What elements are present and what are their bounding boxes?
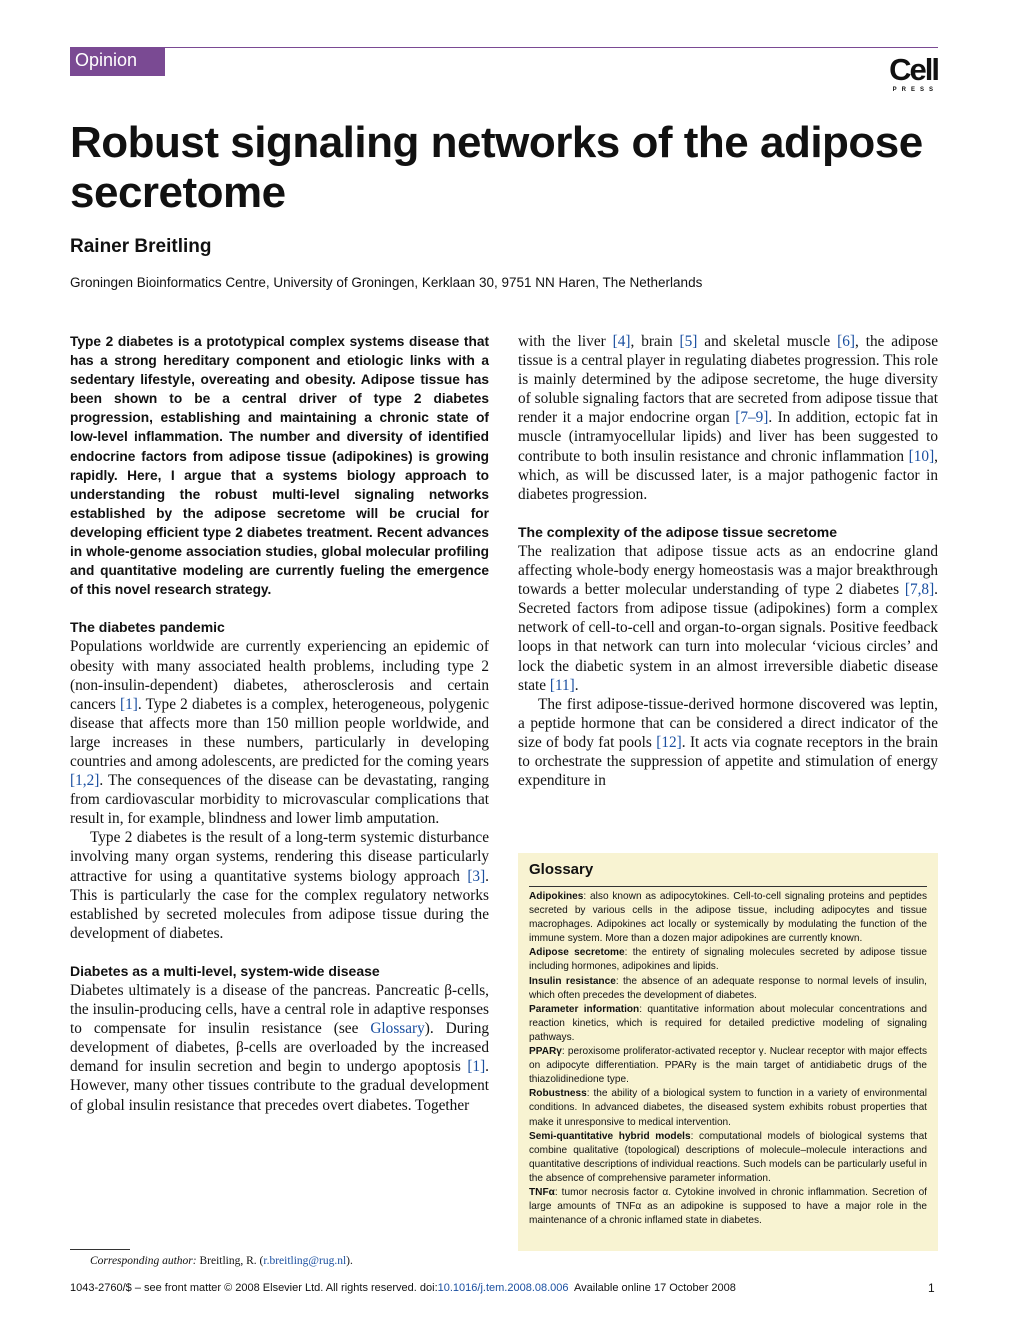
- glossary-rule: [529, 886, 927, 887]
- glossary-entry: PPARγ: peroxisome proliferator-activated receptor γ. Nuclear receptor with major effects on adipocyte differentiation. PPARγ is the main target of antidiabetic drugs of the thiazolidinedione type.: [529, 1046, 927, 1086]
- paragraph: Diabetes ultimately is a disease of the pancreas. Pancreatic β-cells, the insulin-producing cells, have a central role in adaptive responses to compensate for insulin resistance (see Glossary). During development of diabetes, β-cells are overloaded by the increased demand for insulin secretion and begin to undergo apoptosis [1]. However, many other tissues contribute to the gradual development of global insulin resistance that precedes overt diabetes. Together: [70, 982, 489, 1114]
- citation-link[interactable]: [11]: [549, 676, 575, 694]
- section-heading: The complexity of the adipose tissue secretome: [518, 523, 837, 540]
- glossary-title: Glossary: [529, 861, 594, 878]
- email-link[interactable]: r.breitling@rug.nl: [263, 1255, 347, 1267]
- glossary-link[interactable]: Glossary: [370, 1020, 425, 1038]
- right-column: [518, 332, 938, 790]
- paragraph: Populations worldwide are currently experiencing an epidemic of obesity with many associated health problems, including type 2 (non-insulin-dependent) diabetes, atherosclerosis and certain cancers [1]. Type 2 diabetes is a complex, heterogeneous, polygenic disease that affects more than 150 million people worldwide, and large increases in these numbers, particularly in developing countries and among adolescents, are predicted for the coming years [1,2]. The consequences of the disease can be devastating, ranging from cardiovascular morbidity to microvascular complications that result in, for example, blindness and lower limb amputation.: [70, 638, 489, 828]
- section-heading: The diabetes pandemic: [70, 619, 225, 636]
- doi-link[interactable]: 10.1016/j.tem.2008.08.006: [437, 1282, 569, 1294]
- left-column: [70, 332, 489, 1115]
- page-number: 1: [928, 1281, 935, 1295]
- footnote-rule: [70, 1249, 130, 1250]
- citation-link[interactable]: [6]: [837, 333, 855, 350]
- paragraph: The realization that adipose tissue acts as an endocrine gland affecting whole-body energy homeostasis was a major breakthrough towards a better molecular understanding of type 2 diabetes [7,8]. Secreted factors from adipose tissue (adipokines) form a complex network of cell-to-cell and organ-to-organ signals. Positive feedback loops in that network can turn into molecular ‘vicious circles’ and lock the diabetic system in an almost irreversible diabetic disease state [11].: [518, 542, 938, 694]
- citation-link[interactable]: [7–9]: [735, 409, 769, 427]
- glossary-entry: Adipokines: also known as adipocytokines. Cell-to-cell signaling proteins and peptides secreted by various cells in the adipose tissue, including adipocytes and tissue macrophages. Adipokines act locally or systemically by modulating the function of the immune system. More than a dozen major adipokines are currently known.: [529, 891, 927, 945]
- glossary-box: [518, 853, 938, 1251]
- glossary-entry: TNFα: tumor necrosis factor α. Cytokine involved in chronic inflammation. Secretion of large amounts of TNFα as an adipokine is supposed to have a major role in the maintenance of a chronic inflamed state in diabetes.: [529, 1186, 927, 1227]
- paragraph: with the liver [4], brain [5] and skeletal muscle [6], the adipose tissue is a central player in regulating diabetes progression. This role is mainly determined by the adipose secretome, the huge diversity of soluble signaling factors that are secreted from adipose tissue that render it a major endocrine organ [7–9]. In addition, ectopic fat in muscle (intramyocellular lipids) and liver has been suggested to contribute to both insulin resistance and chronic inflammation [10], which, as will be discussed later, is a major pathogenic factor in diabetes progression.: [518, 333, 939, 503]
- logo-sub: PRESS: [892, 87, 938, 93]
- abstract: Type 2 diabetes is a prototypical complex systems disease that has a strong hereditary component and etiologic links with a sedentary lifestyle, overeating and obesity. Adipose tissue has been shown to be a central driver of type 2 diabetes progression, establishing and maintaining a chronic state of low-level inflammation. The number and diversity of identified endocrine factors from adipose tissue (adipokines) is growing rapidly. Here, I argue that a systems biology approach to understanding the robust multi-level signaling networks established by the adipose secretome will be crucial for developing efficient type 2 diabetes treatment. Recent advances in whole-genome association studies, global molecular profiling and quantitative modeling are currently fueling the emergence of this novel research strategy.: [70, 334, 489, 598]
- citation-link[interactable]: [4]: [612, 333, 631, 350]
- glossary-entry: Parameter information: quantitative information about molecular concentrations and reaction kinetics, which is required for detailed predictive modeling of signaling pathways.: [529, 1003, 927, 1043]
- glossary-entry: Robustness: the ability of a biological system to function in a variety of environmental conditions. In advanced diabetes, the diseased system exhibits robust properties that make it unresponsive to medical intervention.: [529, 1088, 927, 1128]
- citation-link[interactable]: [3]: [467, 867, 486, 885]
- citation-link[interactable]: [5]: [679, 333, 698, 350]
- glossary-entry: Adipose secretome: the entirety of signaling molecules secreted by adipose tissue including hormones, adipokines and lipids.: [529, 947, 928, 973]
- article-title: Robust signaling networks of the adipose secretome: [70, 118, 923, 217]
- paragraph: The first adipose-tissue-derived hormone discovered was leptin, a peptide hormone that can be considered a direct indicator of the size of body fat pools [12]. It acts via cognate receptors in the brain to orchestrate the suppression of appetite and stimulation of energy expenditure in: [518, 695, 938, 790]
- section-heading: Diabetes as a multi-level, system-wide disease: [70, 962, 380, 979]
- author-affiliation: Groningen Bioinformatics Centre, University of Groningen, Kerklaan 30, 9751 NN Haren, The Netherlands: [70, 275, 703, 290]
- glossary-entry: Insulin resistance: the absence of an adequate response to normal levels of insulin, which often precedes the development of diabetes.: [529, 975, 927, 1001]
- corresponding-author-note: Corresponding author: Breitling, R. (r.breitling@rug.nl).: [90, 1255, 353, 1267]
- citation-link[interactable]: [1,2]: [70, 772, 100, 790]
- header-rule: [70, 47, 938, 48]
- citation-link[interactable]: [7,8]: [904, 581, 935, 599]
- section-badge: Opinion: [70, 47, 165, 76]
- citation-link[interactable]: [1]: [467, 1058, 486, 1076]
- publisher-logo: [880, 52, 938, 94]
- author-name: Rainer Breitling: [70, 236, 212, 257]
- citation-link[interactable]: [12]: [656, 733, 682, 751]
- paragraph: Type 2 diabetes is the result of a long-term systemic disturbance involving many organ systems, rendering this disease particularly attractive for using a quantitative systems biology approach [3]. This is particularly the case for the complex regulatory networks established by secreted molecules from adipose tissue during the development of diabetes.: [70, 829, 489, 942]
- glossary-entries: [529, 890, 927, 1228]
- citation-link[interactable]: [10]: [908, 447, 935, 465]
- logo-main: Cell: [889, 52, 938, 87]
- citation-link[interactable]: [1]: [120, 695, 138, 713]
- footer-info: 1043-2760/$ – see front matter © 2008 Elsevier Ltd. All rights reserved. doi:10.1016/j.tem.2008.08.006 Available online 17 October 2008: [70, 1282, 736, 1294]
- glossary-entry: Semi-quantitative hybrid models: computational models of biological systems that combine qualitative (topological) descriptions of molecule–molecule interactions and quantitative descriptions of individual reactions. Such models can be particularly useful in the absence of comprehensive parameter information.: [529, 1130, 928, 1184]
